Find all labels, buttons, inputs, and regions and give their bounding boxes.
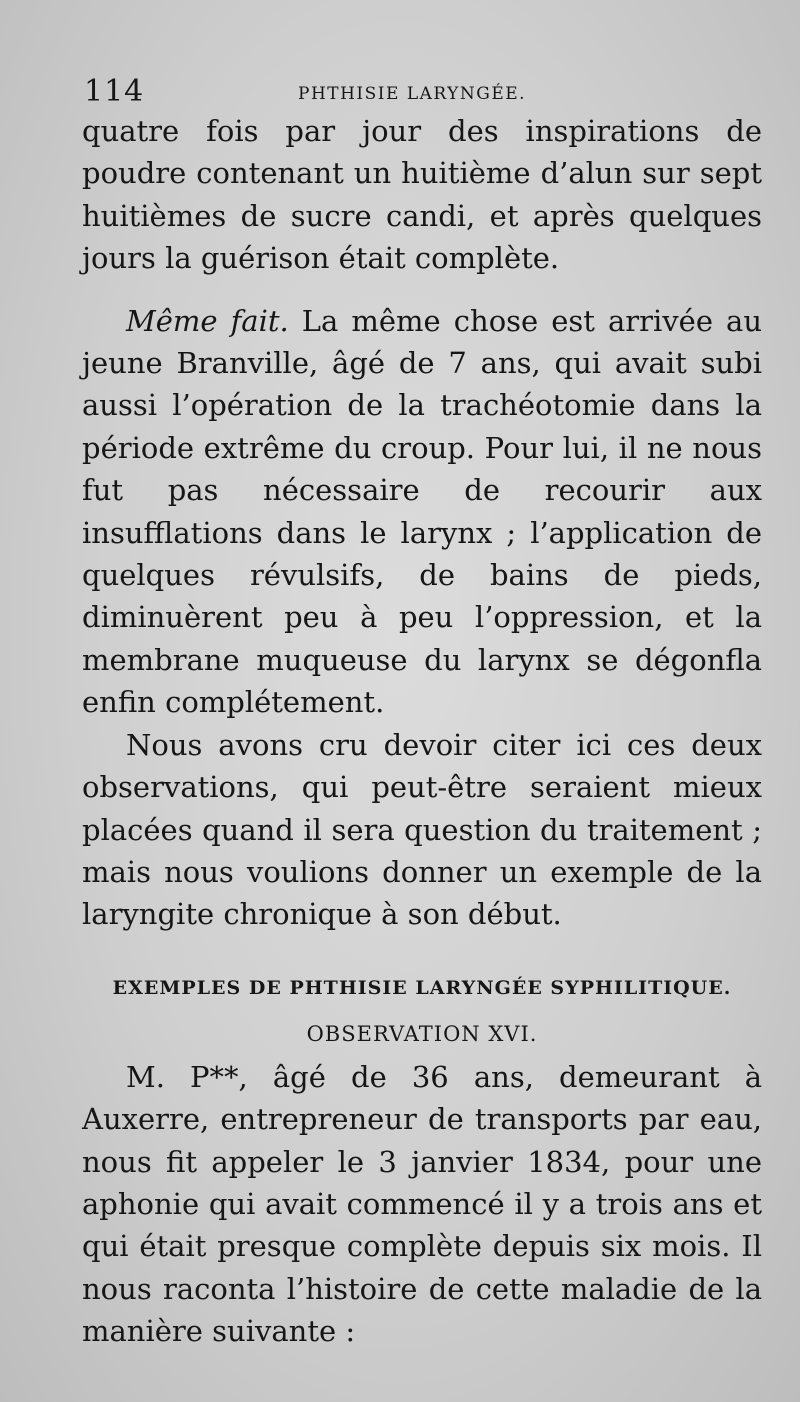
page-body	[82, 110, 762, 1353]
paragraph-continued: quatre fois par jour des inspirations de poudre contenant un huitième d’alun sur sept huitièmes de sucre candi, et après quelques jours la guérison était complète.	[82, 114, 762, 276]
section-gap	[82, 936, 762, 968]
paragraph-observations-note: Nous avons cru devoir citer ici ces deux observations, qui peut-être seraient mieux placées quand il sera question du traitement ; mais nous voulions donner un exemple de la laryngite chronique à son début.	[82, 727, 762, 932]
paragraph-gap	[82, 280, 762, 300]
page-number: 114	[84, 74, 145, 109]
paragraph-heading-italic: Même fait.	[126, 303, 289, 338]
running-title: PHTHISIE LARYNGÉE.	[298, 84, 527, 104]
page-header	[84, 74, 764, 114]
paragraph-meme-fait-text: La même chose est arrivée au jeune Branville, âgé de 7 ans, qui avait subi aussi l’opération de la trachéotomie dans la période extrême du croup. Pour lui, il ne nous fut pas nécessaire de recourir aux insufflations dans le larynx ; l’application de quelques révulsifs, de bains de pieds, diminuèrent peu à peu l’oppression, et la membrane muqueuse du larynx se dégonfla enfin complétement.	[82, 303, 763, 720]
paragraph-meme-fait	[82, 300, 762, 724]
observation-title: OBSERVATION XVI.	[306, 1021, 538, 1046]
paragraph-observation-xvi: M. P**, âgé de 36 ans, demeurant à Auxerre, entrepreneur de transports par eau, nous fit appeler le 3 janvier 1834, pour une aphonie qui avait commencé il y a trois ans et qui était presque complète depuis six mois. Il nous raconta l’histoire de cette maladie de la manière suivante :	[82, 1059, 762, 1349]
section-title: EXEMPLES DE PHTHISIE LARYNGÉE SYPHILITIQUE.	[112, 976, 732, 999]
